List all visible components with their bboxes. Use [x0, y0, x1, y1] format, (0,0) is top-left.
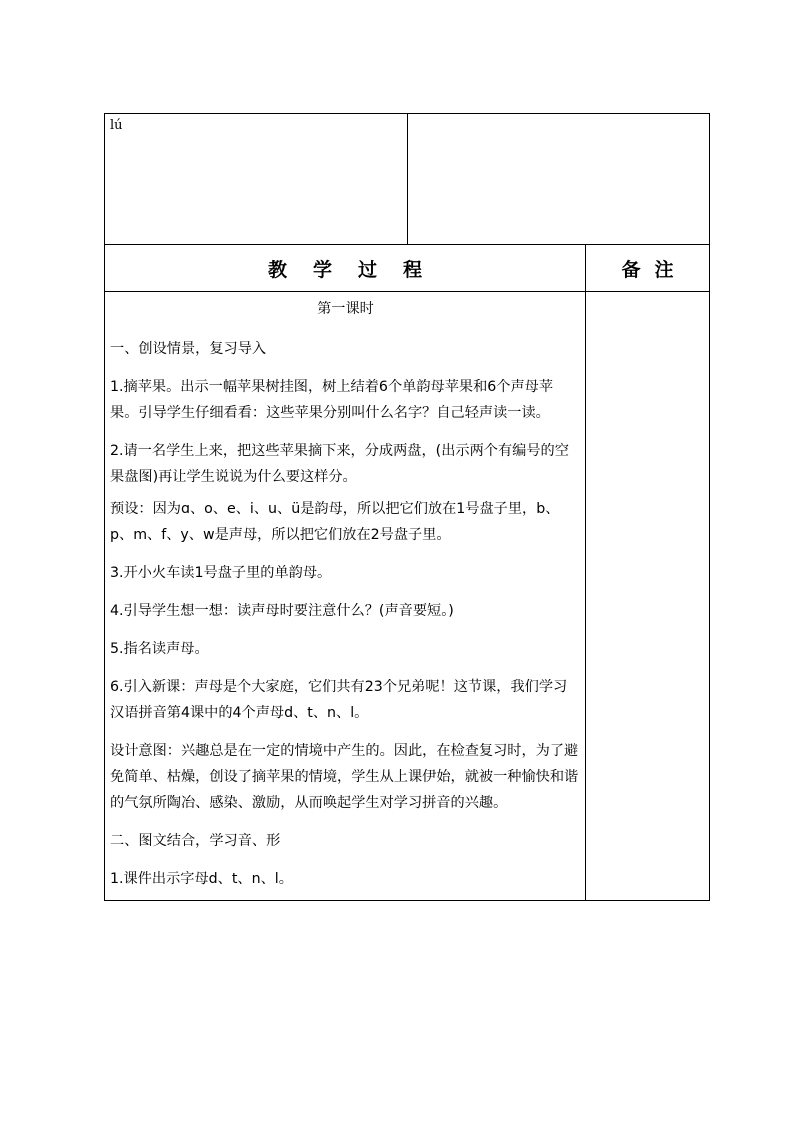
step-paragraph: 4.引导学生想一想：读声母时要注意什么？(声音要短。) — [110, 603, 454, 619]
teaching-process-label: 教学过程 — [267, 258, 448, 281]
notes-header — [586, 245, 710, 292]
lesson-title: 第一课时 — [317, 301, 374, 317]
top-left-cell — [105, 114, 408, 245]
top-row — [105, 114, 710, 245]
content-row — [105, 292, 710, 901]
teaching-process-header — [105, 245, 586, 292]
step-paragraph: 5.指名读声母。 — [110, 641, 209, 657]
step-paragraph: 1.课件出示字母d、t、n、l。 — [110, 871, 293, 887]
section-heading-1: 一、创设情景，复习导入 — [110, 341, 267, 357]
design-intent-paragraph: 设计意图：兴趣总是在一定的情境中产生的。因此，在检查复习时，为了避免简单、枯燥，创设了摘苹果的情境，学生从上课伊始，就被一种愉快和谐的气氛所陶冶、感染、激励，从而唤起学生对学习拼音的兴趣。 — [110, 743, 579, 811]
notes-label: 备注 — [621, 258, 688, 281]
preset-paragraph: 预设：因为ɑ、o、e、i、u、ü是韵母，所以把它们放在1号盘子里，b、p、m、f、y、w是声母，所以把它们放在2号盘子里。 — [110, 501, 560, 543]
top-right-cell — [408, 114, 710, 245]
header-row — [105, 245, 710, 292]
step-paragraph: 3.开小火车读1号盘子里的单韵母。 — [110, 565, 332, 581]
teaching-process-content — [105, 292, 586, 901]
step-paragraph: 1.摘苹果。出示一幅苹果树挂图，树上结着6个单韵母苹果和6个声母苹果。引导学生仔细看看：这些苹果分别叫什么名字？自己轻声读一读。 — [110, 379, 554, 421]
notes-content — [586, 292, 710, 901]
top-left-text: lú — [110, 118, 123, 133]
section-heading-2: 二、图文结合，学习音、形 — [110, 833, 281, 849]
step-paragraph: 6.引入新课：声母是个大家庭，它们共有23个兄弟呢！这节课，我们学习汉语拼音第4课中的4个声母d、t、n、l。 — [110, 679, 568, 721]
step-paragraph: 2.请一名学生上来，把这些苹果摘下来，分成两盘，(出示两个有编号的空果盘图)再让学生说说为什么要这样分。 — [110, 443, 569, 485]
lesson-plan-table — [104, 113, 710, 901]
